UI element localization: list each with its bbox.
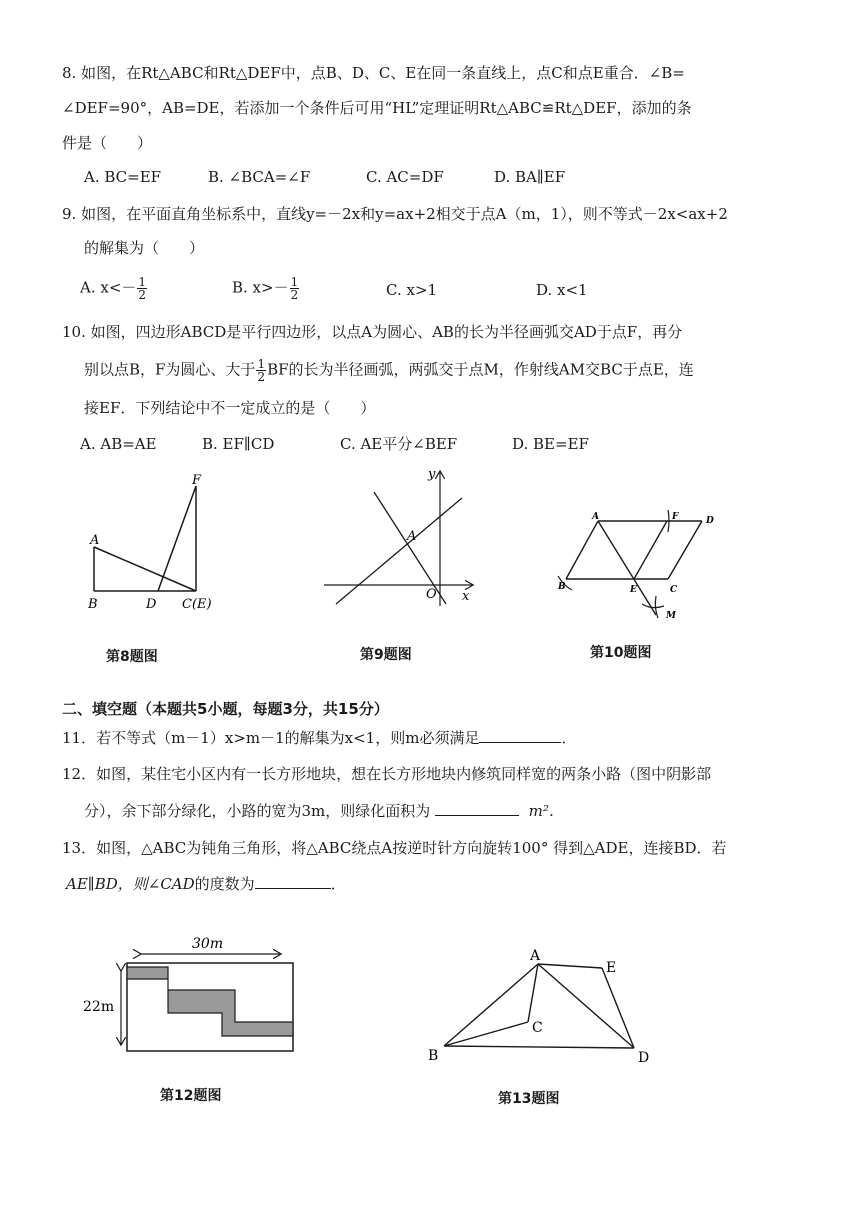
fig13-segment-ad xyxy=(538,964,634,1048)
q13-line-2-a: AE∥BD，则∠CAD xyxy=(66,875,195,893)
fig10-caption: 第10题图 xyxy=(590,645,652,661)
q8-line-1: 8. 如图，在Rt△ABC和Rt△DEF中，点B、D、C、E在同一条直线上，点C和点E重合．∠B= xyxy=(62,64,685,82)
fig13-label-a: A xyxy=(530,948,541,964)
section-2-title: 二、填空题（本题共5小题，每题3分，共15分） xyxy=(62,700,389,718)
q10-option-b: B. EF∥CD xyxy=(202,435,275,453)
fig8-segment-df xyxy=(158,486,196,591)
q8-option-d: D. BA∥EF xyxy=(494,168,566,186)
fig13-label-c: C xyxy=(532,1020,543,1036)
q9-option-b-fraction xyxy=(290,276,300,301)
fig9-label-x: x xyxy=(462,589,470,604)
fig10-segment-cd xyxy=(668,521,702,579)
q9-option-d: D. x<1 xyxy=(536,281,588,299)
fig10-label-d: D xyxy=(706,516,714,526)
q13-line-1: 13．如图，△ABC为钝角三角形，将△ABC绕点A按逆时针方向旋转100° 得到△ADE，连接BD．若 xyxy=(62,839,727,857)
figure-12 xyxy=(80,932,310,1062)
q13-line-2-b: 的度数为 xyxy=(194,875,255,893)
fig9-line-y-ax2 xyxy=(336,498,462,604)
fig10-label-f: F xyxy=(672,512,679,522)
q13-answer-blank[interactable] xyxy=(255,874,331,889)
fig10-label-e: E xyxy=(630,585,637,595)
q9-option-a-num: 1 xyxy=(138,275,147,289)
fig13-label-e: E xyxy=(606,960,617,976)
fig13-segment-ed xyxy=(602,968,634,1048)
fig13-segment-ae xyxy=(538,964,602,968)
fig9-label-o: O xyxy=(426,587,437,602)
q9-line-2: 的解集为（ ） xyxy=(84,239,205,257)
fig13-segment-bd xyxy=(444,1046,634,1048)
q10-fraction xyxy=(256,358,266,383)
q9-option-a-den: 2 xyxy=(138,288,147,302)
fig12-caption: 第12题图 xyxy=(160,1088,222,1104)
q9-option-b-num: 1 xyxy=(290,275,299,289)
fig10-label-c: C xyxy=(670,585,678,595)
fig8-label-b: B xyxy=(88,597,98,612)
q11-answer-blank[interactable] xyxy=(479,728,561,743)
fig13-label-b: B xyxy=(428,1048,439,1064)
fig13-segment-ab xyxy=(444,964,538,1046)
q10-option-d: D. BE=EF xyxy=(512,435,589,453)
q10-fraction-den: 2 xyxy=(257,370,266,384)
q12-line-1: 12．如图，某住宅小区内有一长方形地块，想在长方形地块内修筑同样宽的两条小路（图中阴影部 xyxy=(62,765,712,783)
fig13-label-d: D xyxy=(638,1050,650,1066)
q10-option-a: A. AB=AE xyxy=(80,435,157,453)
q8-line-2: ∠DEF=90°，AB=DE，若添加一个条件后可用“HL”定理证明Rt△ABC≌Rt△DEF，添加的条 xyxy=(62,99,692,117)
fig10-segment-ef xyxy=(634,521,667,579)
fig12-height-label: 22m xyxy=(83,999,115,1015)
fig8-label-f: F xyxy=(192,473,202,488)
q8-option-a: A. BC=EF xyxy=(84,168,162,186)
figure-9 xyxy=(316,464,486,614)
q8-line-3: 件是（ ） xyxy=(62,134,153,152)
q8-option-c: C. AC=DF xyxy=(366,168,444,186)
q9-option-c: C. x>1 xyxy=(386,281,438,299)
q8-option-b: B. ∠BCA=∠F xyxy=(208,168,311,186)
fig10-label-b: B xyxy=(558,582,566,592)
q9-option-a-prefix: A. x<－ xyxy=(80,278,137,297)
fig9-caption: 第9题图 xyxy=(360,647,412,663)
fig10-ray-am xyxy=(598,521,656,615)
q11-text-b: ． xyxy=(561,729,577,747)
fig8-label-a: A xyxy=(90,533,100,548)
fig8-caption: 第8题图 xyxy=(106,649,158,665)
q11-text-a: 11．若不等式（m－1）x>m－1的解集为x<1，则m必须满足 xyxy=(62,729,480,747)
fig10-label-a: A xyxy=(592,512,599,522)
q12-answer-blank[interactable] xyxy=(435,801,519,816)
q13-line-2 xyxy=(66,874,346,894)
fig8-label-d: D xyxy=(146,597,157,612)
q10-line-2-a: 别以点B，F为圆心、大于 xyxy=(84,360,256,379)
q10-line-2 xyxy=(84,358,694,383)
q10-fraction-num: 1 xyxy=(257,357,266,371)
figure-8 xyxy=(80,466,250,616)
q9-option-b-den: 2 xyxy=(290,288,299,302)
q10-line-2-b: BF的长为半径画弧，两弧交于点M，作射线AM交BC于点E，连 xyxy=(267,360,694,379)
figure-13 xyxy=(420,944,660,1074)
q12-line-2-a: 分），余下部分绿化，小路的宽为3m，则绿化面积为 xyxy=(84,802,431,820)
fig12-width-label: 30m xyxy=(192,936,224,952)
q10-line-3: 接EF．下列结论中不一定成立的是（ ） xyxy=(84,399,376,417)
fig9-label-a: A xyxy=(407,529,417,544)
fig10-label-m: M xyxy=(666,611,676,621)
q9-line-1: 9. 如图，在平面直角坐标系中，直线y=－2x和y=ax+2相交于点A（m，1），则不等式－2x<ax+2 xyxy=(62,205,728,223)
fig8-label-ce: C(E) xyxy=(182,597,212,612)
fig8-segment-ac xyxy=(94,547,196,591)
q9-option-b xyxy=(232,276,300,301)
fig10-arc-m1 xyxy=(642,604,664,608)
q13-line-2-c: ． xyxy=(330,875,346,893)
q11-line xyxy=(62,728,576,748)
q10-option-c: C. AE平分∠BEF xyxy=(340,435,458,453)
q9-option-b-prefix: B. x>－ xyxy=(232,278,289,297)
figure-10 xyxy=(554,500,734,625)
fig13-segment-bc xyxy=(444,1022,528,1046)
fig13-caption: 第13题图 xyxy=(498,1091,560,1107)
q12-line-2 xyxy=(84,801,564,821)
q10-line-1: 10. 如图，四边形ABCD是平行四边形，以点A为圆心、AB的长为半径画弧交AD于点F，再分 xyxy=(62,323,683,341)
q12-line-2-b: m²． xyxy=(528,802,564,820)
fig10-segment-ab xyxy=(566,521,598,579)
q9-option-a-fraction xyxy=(137,276,147,301)
fig9-label-y: y xyxy=(428,467,436,482)
fig13-segment-ac xyxy=(528,964,538,1022)
q9-option-a xyxy=(80,276,148,301)
